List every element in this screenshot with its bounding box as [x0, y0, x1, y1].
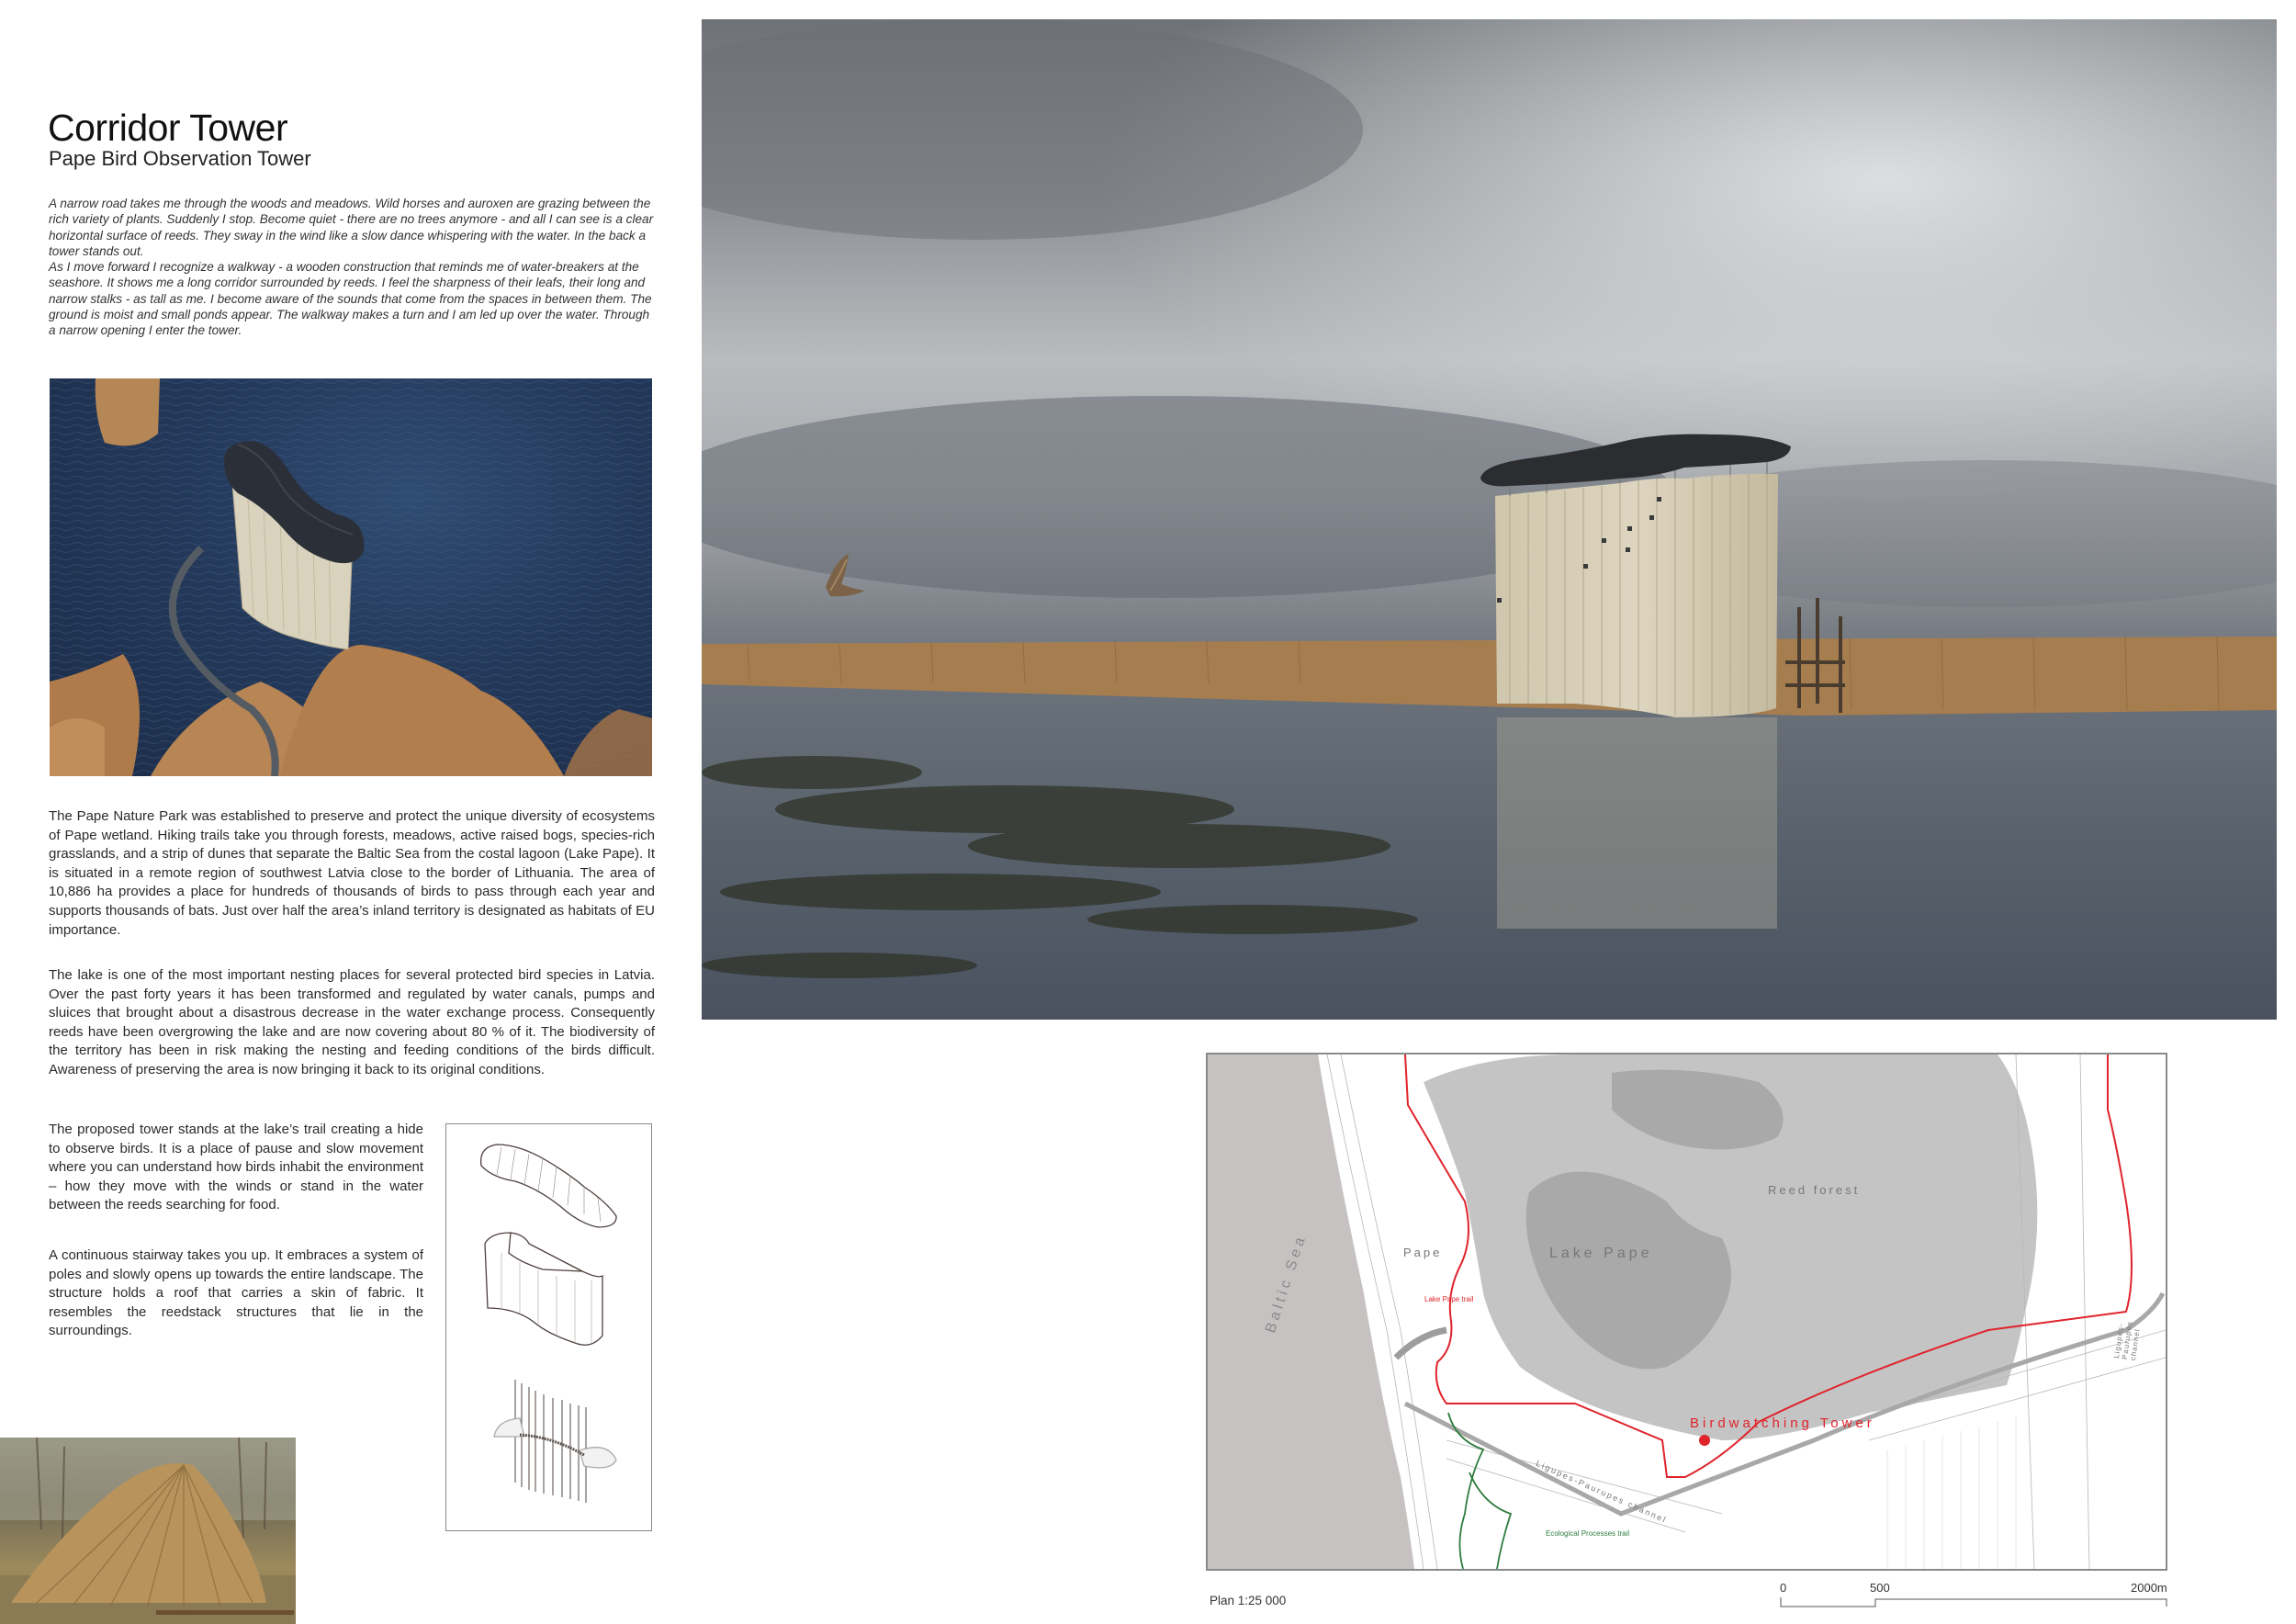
map-label-eco-trail: Ecological Processes trail [1546, 1529, 1630, 1538]
page-title: Corridor Tower [48, 107, 288, 149]
map-label-tower: Birdwatching Tower [1690, 1415, 1875, 1431]
paragraph-lake [49, 966, 655, 1080]
intro-paragraph: As I move forward I recognize a walkway - a wooden construction that reminds me of water-breakers at the seashore. It shows me a long corridor surrounded by reeds. I feel the sharpness of their leafs, their long and narrow stalks - as tall as me. I become aware of the sounds that come from the spaces in between them. The ground is moist and small ponds appear. The walkway makes a turn and I am led up over the water. Through a narrow opening I enter the tower. [49, 260, 652, 338]
map-illustration [1208, 1054, 2166, 1569]
map-label-channel-east: Ligupes-Paurupes channel [2112, 1320, 2142, 1361]
page-subtitle: Pape Bird Observation Tower [49, 147, 311, 170]
map-label-channel: Ligupes-Paurupes channel [1534, 1459, 1669, 1526]
paragraph-text: A continuous stairway takes you up. It embraces a system of poles and slowly opens up towards the entire landscape. The structure holds a roof that carries a skin of fabric. It resembles the reedstack structures that lie in the surroundings. [49, 1247, 423, 1339]
aerial-photo [50, 378, 652, 776]
paragraph-text: The lake is one of the most important nesting places for several protected bird species in Latvia. Over the past forty years it has been transformed and regulated by water canals, pumps and sluices that brought about a disastrous decrease in the water exchange process. Consequently reeds have been overgrowing the lake and are now covering about 80 % of it. The biodiversity of the territory has been in risk making the nesting and feeding conditions of the birds difficult. Awareness of preserving the area is now bringing it back to its original conditions. [49, 967, 655, 1077]
map-label-village: Pape [1403, 1246, 1443, 1259]
tower-location-marker [1699, 1435, 1710, 1446]
scale-label-2000: 2000m [2131, 1581, 2167, 1595]
reedstack-photo [0, 1438, 296, 1624]
exploded-diagram [445, 1123, 652, 1531]
intro-paragraph: A narrow road takes me through the woods and meadows. Wild horses and auroxen are grazing between the rich variety of plants. Suddenly I stop. Become quiet - there are no trees anymore - and all I can see is a clear horizontal surface of reeds. They sway in the wind like a slow dance whispering with the water. In the back a tower stands out. [49, 197, 654, 258]
sketch-illustration [446, 1124, 650, 1529]
paragraph-stairway [49, 1246, 423, 1341]
scale-label-0: 0 [1780, 1581, 1787, 1595]
intro-narrative [49, 196, 659, 339]
hero-illustration [702, 19, 2277, 1020]
reedstack-illustration [0, 1438, 296, 1624]
paragraph-tower [49, 1121, 423, 1215]
map-label-lake: Lake Pape [1549, 1246, 1653, 1261]
scale-bar-graphic [1780, 1596, 2170, 1608]
site-plan-map [1206, 1053, 2167, 1571]
scale-label-500: 500 [1870, 1581, 1890, 1595]
map-label-sea: Baltic Sea [1263, 1232, 1310, 1336]
plan-scale-label: Plan 1:25 000 [1210, 1594, 1287, 1607]
paragraph-nature-park [49, 807, 655, 940]
scale-bar [1780, 1581, 2170, 1618]
aerial-illustration [50, 378, 652, 776]
hero-render [702, 19, 2277, 1020]
map-label-reed-forest: Reed forest [1768, 1183, 1861, 1197]
paragraph-text: The Pape Nature Park was established to preserve and protect the unique diversity of ecosystems of Pape wetland. Hiking trails take you through forests, meadows, active raised bogs, species-rich grasslands, and a strip of dunes that separate the Baltic Sea from the costal lagoon (Lake Pape). It is situated in a remote region of southwest Latvia close to the border of Lithuania. The area of 10,886 ha provides a place for hundreds of thousands of birds to pass through each year and supports thousands of bats. Just over half the area’s inland territory is designated as habitats of EU importance. [49, 808, 655, 938]
map-label-lake-trail: Lake Pape trail [1424, 1295, 1474, 1303]
paragraph-text: The proposed tower stands at the lake’s trail creating a hide to observe birds. It is a place of pause and slow movement where you can understand how birds inhabit the environment – how they move with the winds or stand in the water between the reeds searching for food. [49, 1122, 423, 1213]
